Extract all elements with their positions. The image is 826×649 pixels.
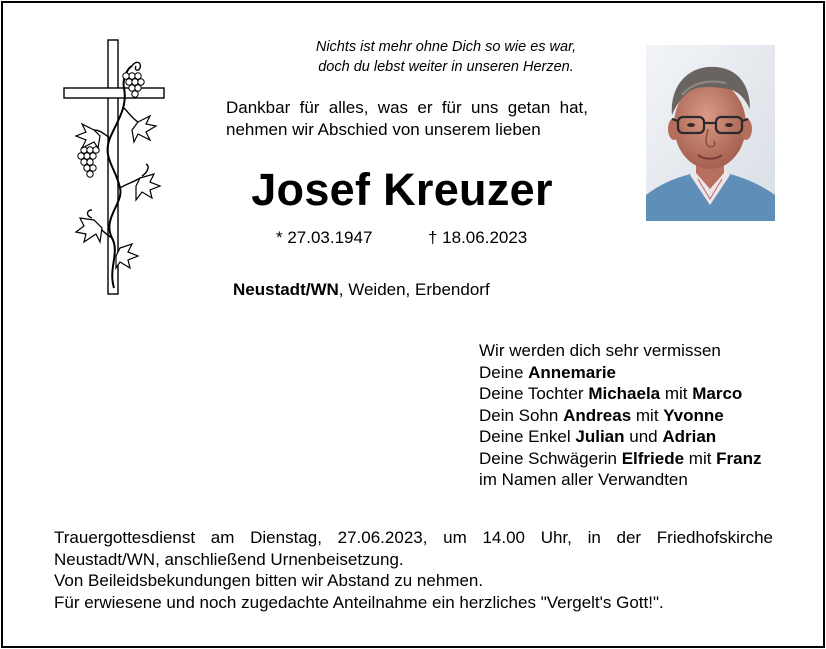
service-info	[54, 527, 773, 613]
mourner-son-prefix: Dein Sohn	[479, 405, 564, 425]
mourner-daughter-mid: mit	[660, 384, 693, 403]
mourner-son-name: Andreas	[563, 405, 632, 425]
mourner-grandkids-mid: und	[624, 427, 663, 446]
service-line-3: Von Beileidsbekundungen bitten wir Abstand zu nehmen.	[54, 571, 484, 590]
mourners-closing: im Namen aller Verwandten	[479, 470, 688, 489]
quote-line-2: doch du lebst weiter in unseren Herzen.	[318, 59, 574, 75]
service-line-1: Trauergottesdienst am Dienstag, 27.06.2023, um 14.00 Uhr, in der Friedhofskirche	[54, 528, 773, 547]
quote-line-1: Nichts ist mehr ohne Dich so wie es war,	[315, 39, 577, 55]
mourner-wife	[479, 362, 762, 384]
life-dates	[276, 227, 528, 249]
memorial-quote	[236, 37, 656, 77]
mourner-grandkid-2: Adrian	[662, 427, 717, 446]
mourner-wife-prefix: Deine	[479, 362, 529, 382]
mourner-grandkid-1: Julian	[575, 427, 625, 446]
mourner-sisterinlaw-mid: mit	[684, 448, 717, 468]
intro-line-1: Dankbar für alles, was er für uns getan hat,	[226, 98, 588, 117]
mourner-sisterinlaw-partner: Franz	[716, 448, 762, 468]
mourner-daughter-name: Michaela	[588, 384, 661, 403]
mourner-daughter	[479, 383, 762, 405]
intro-text	[226, 97, 588, 141]
mourner-grandkids-prefix: Deine Enkel	[479, 427, 576, 446]
portrait-photo	[646, 45, 775, 221]
mourner-son	[479, 405, 762, 427]
mourner-sisterinlaw	[479, 448, 762, 470]
mourner-wife-name: Annemarie	[528, 362, 617, 382]
mourners-list	[479, 340, 762, 491]
mourner-son-partner: Yvonne	[663, 405, 724, 425]
mourner-daughter-partner: Marco	[692, 384, 743, 403]
mourner-daughter-prefix: Deine Tochter	[479, 384, 589, 403]
deceased-name: Josef Kreuzer	[251, 164, 553, 215]
mourner-son-mid: mit	[631, 405, 664, 425]
service-line-4: Für erwiesene und noch zugedachte Anteilnahme ein herzliches "Vergelt's Gott!".	[54, 592, 664, 612]
place-primary: Neustadt/WN	[233, 280, 339, 299]
mourner-sisterinlaw-prefix: Deine Schwägerin	[479, 448, 622, 468]
intro-line-2: nehmen wir Abschied von unserem lieben	[226, 120, 541, 139]
mourner-sisterinlaw-name: Elfriede	[621, 448, 685, 468]
mourner-grandkids	[479, 426, 762, 448]
birth-date: * 27.03.1947	[276, 228, 373, 247]
places-line	[233, 279, 490, 301]
service-line-2: Neustadt/WN, anschließend Urnenbeisetzung.	[54, 549, 404, 569]
cross-with-grapevine-icon	[62, 38, 172, 298]
death-date: † 18.06.2023	[428, 228, 528, 247]
place-rest: , Weiden, Erbendorf	[338, 280, 490, 299]
mourners-intro: Wir werden dich sehr vermissen	[479, 341, 721, 360]
